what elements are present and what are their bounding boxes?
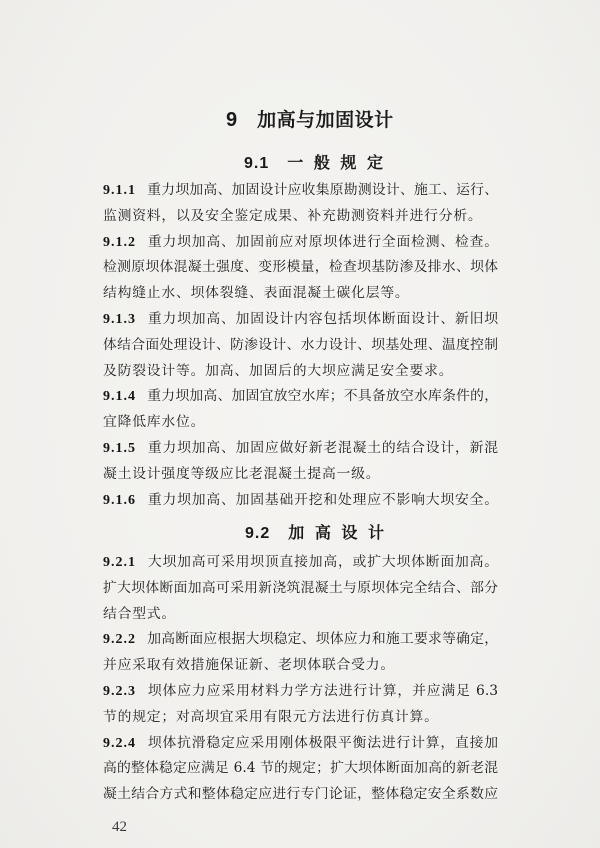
clause-number: 9.1.1 — [103, 183, 136, 198]
clause-text: 重力坝加高、加固宜放空水库；不具备放空水库条件的， — [147, 388, 498, 405]
clause-number: 9.2.1 — [103, 555, 136, 570]
page-number: 42 — [112, 819, 127, 835]
section-title: 加 高 设 计 — [288, 523, 387, 542]
clause-text: 重力坝加高、加固设计应收集原勘测设计、施工、运行、 — [147, 182, 498, 198]
clause-line: 体结合面处理设计、防渗设计、水力设计、坝基处理、温度控制 — [103, 336, 498, 353]
clause-line: 凝土设计强度等级应比老混凝土提高一级。 — [103, 465, 381, 482]
clause — [103, 307, 498, 384]
clause-text: 重力坝加高、加固设计内容包括坝体断面设计、新旧坝 — [147, 310, 498, 327]
clause-line: 节的规定；对高坝宜采用有限元方法进行仿真计算。 — [103, 708, 439, 725]
clause-line: 结构缝止水、坝体裂缝、表面混凝土碳化层等。 — [103, 285, 410, 302]
clause-line — [103, 550, 498, 576]
clause-line: 检测原坝体混凝土强度、变形模量，检查坝基防渗及排水、坝体 — [103, 259, 498, 276]
clause-line — [103, 384, 498, 410]
clause-text: 坝体应力应采用材料力学方法进行计算，并应满足 6.3 — [147, 682, 498, 699]
clause — [103, 731, 498, 808]
section-body — [103, 178, 498, 513]
clause-number: 9.1.6 — [103, 492, 136, 508]
clause-line — [103, 488, 498, 514]
chapter-number: 9 — [226, 109, 238, 131]
clause-line — [103, 436, 498, 462]
clause-number: 9.2.2 — [103, 632, 136, 648]
clause — [103, 627, 498, 679]
clause-line — [103, 679, 498, 705]
clause-line — [103, 230, 498, 256]
clause-number: 9.1.4 — [103, 389, 136, 405]
clause-line: 并应采取有效措施保证新、老坝体联合受力。 — [103, 657, 395, 674]
section-heading — [245, 521, 386, 546]
clause — [103, 679, 498, 731]
clause-number: 9.2.4 — [103, 735, 136, 751]
clause-line: 监测资料，以及安全鉴定成果、补充勘测资料并进行分析。 — [103, 207, 483, 224]
clause-line: 结合型式。 — [103, 605, 176, 622]
clause — [103, 178, 498, 230]
clause-text: 重力坝加高、加固应做好新老混凝土的结合设计，新混 — [147, 439, 498, 456]
clause-number: 9.1.5 — [103, 440, 136, 456]
section-body — [103, 550, 498, 808]
clause — [103, 436, 498, 488]
clause-number: 9.2.3 — [103, 683, 136, 699]
clause-text: 加高断面应根据大坝稳定、坝体应力和施工要求等确定， — [147, 631, 498, 648]
clause — [103, 384, 498, 436]
clause-line: 凝土结合方式和整体稳定应进行专门论证，整体稳定安全系数应 — [103, 786, 498, 803]
clause-line — [103, 627, 498, 653]
clause-text: 重力坝加高、加固前应对原坝体进行全面检测、检查。 — [147, 233, 498, 250]
clause-line — [103, 178, 498, 204]
clause-text: 大坝加高可采用坝顶直接加高，或扩大坝体断面加高。 — [147, 554, 498, 570]
clause — [103, 550, 498, 627]
section-heading — [244, 151, 385, 176]
section-number: 9.2 — [245, 525, 271, 542]
clause — [103, 230, 498, 307]
chapter-title-text: 加高与加固设计 — [257, 109, 394, 131]
clause-line: 扩大坝体断面加高可采用新浇筑混凝土与原坝体完全结合、部分 — [103, 579, 498, 596]
clause-line: 及防裂设计等。加高、加固后的大坝应满足安全要求。 — [103, 362, 454, 379]
clause-text: 重力坝加高、加固基础开挖和处理应不影响大坝安全。 — [147, 491, 498, 508]
clause-line — [103, 307, 498, 333]
clause — [103, 488, 498, 514]
clause-line: 宜降低库水位。 — [103, 414, 206, 431]
clause-text: 坝体抗滑稳定应采用刚体极限平衡法进行计算，直接加 — [147, 734, 498, 751]
clause-line: 高的整体稳定应满足 6.4 节的规定；扩大坝体断面加高的新老混 — [103, 760, 498, 777]
clause-line — [103, 731, 498, 757]
chapter-title — [226, 107, 394, 134]
section-title: 一 般 规 定 — [287, 153, 386, 172]
clause-number: 9.1.3 — [103, 311, 136, 327]
clause-number: 9.1.2 — [103, 234, 136, 250]
section-number: 9.1 — [244, 155, 270, 172]
